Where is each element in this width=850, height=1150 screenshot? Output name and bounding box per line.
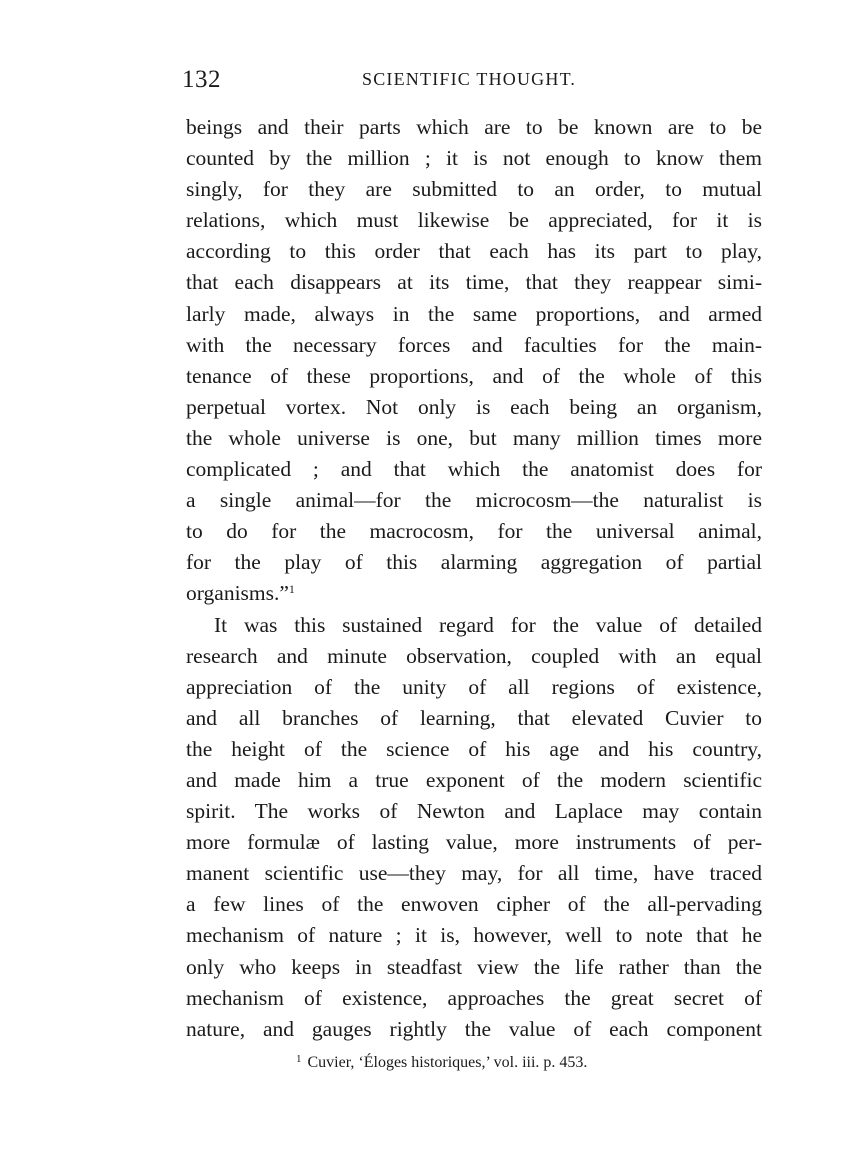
text-line: beings and their parts which are to be known are to be — [186, 115, 762, 139]
footnote-text: Cuvier, ‘Éloges historiques,’ vol. iii. p. 453. — [307, 1054, 588, 1071]
text-line: and all branches of learning, that elevated Cuvier to — [186, 705, 762, 730]
text-line: mechanism of existence, approaches the great secret of — [186, 985, 762, 1010]
paragraph-1 — [186, 112, 762, 610]
page-header — [172, 66, 764, 96]
text-line: with the necessary forces and faculties for the main- — [186, 332, 762, 357]
text-line: more formulæ of lasting value, more instruments of per- — [186, 830, 762, 855]
text-line: according to this order that each has its part to play, — [186, 239, 762, 264]
text-line: counted by the million ; it is not enough to know them — [186, 146, 762, 171]
text-line: nature, and gauges rightly the value of each component — [186, 1016, 762, 1041]
text-line: tenance of these proportions, and of the whole of this — [186, 363, 762, 388]
text-line: perpetual vortex. Not only is each being an organism, — [186, 394, 762, 419]
text-line: appreciation of the unity of all regions of existence, — [186, 674, 762, 699]
text-line: for the play of this alarming aggregation of partial — [186, 550, 762, 575]
running-head: SCIENTIFIC THOUGHT. — [362, 69, 577, 89]
text-line: relations, which must likewise be appreciated, for it is — [186, 208, 762, 233]
footnote — [296, 1054, 587, 1072]
text-line: spirit. The works of Newton and Laplace may contain — [186, 799, 762, 824]
footnote-mark: 1 — [296, 1053, 302, 1065]
text-line: a single animal—for the microcosm—the naturalist is — [186, 488, 762, 513]
text-line: manent scientific use—they may, for all time, have traced — [186, 861, 762, 886]
text-line: mechanism of nature ; it is, however, well to note that he — [186, 923, 762, 948]
text-line-last — [186, 578, 762, 609]
text-line: larly made, always in the same proportions, and armed — [186, 301, 762, 326]
text-line: that each disappears at its time, that they reappear simi- — [186, 270, 762, 295]
text-line: the height of the science of his age and his country, — [186, 736, 762, 761]
text-line: a few lines of the enwoven cipher of the all-pervading — [186, 892, 762, 917]
last-line-text: organisms.” — [186, 581, 289, 606]
text-line: to do for the macrocosm, for the universal animal, — [186, 519, 762, 544]
body-text — [186, 112, 762, 1045]
text-line: It was this sustained regard for the value of detailed — [214, 612, 762, 637]
page-number: 132 — [182, 66, 221, 93]
text-line: and made him a true exponent of the modern scientific — [186, 767, 762, 792]
text-line: research and minute observation, coupled with an equal — [186, 643, 762, 668]
text-line: singly, for they are submitted to an order, to mutual — [186, 177, 762, 202]
paragraph-2 — [186, 610, 762, 1045]
text-line: only who keeps in steadfast view the life rather than the — [186, 954, 762, 979]
text-line: complicated ; and that which the anatomist does for — [186, 457, 762, 482]
text-line: the whole universe is one, but many million times more — [186, 425, 762, 450]
footnote-reference: 1 — [288, 582, 295, 597]
